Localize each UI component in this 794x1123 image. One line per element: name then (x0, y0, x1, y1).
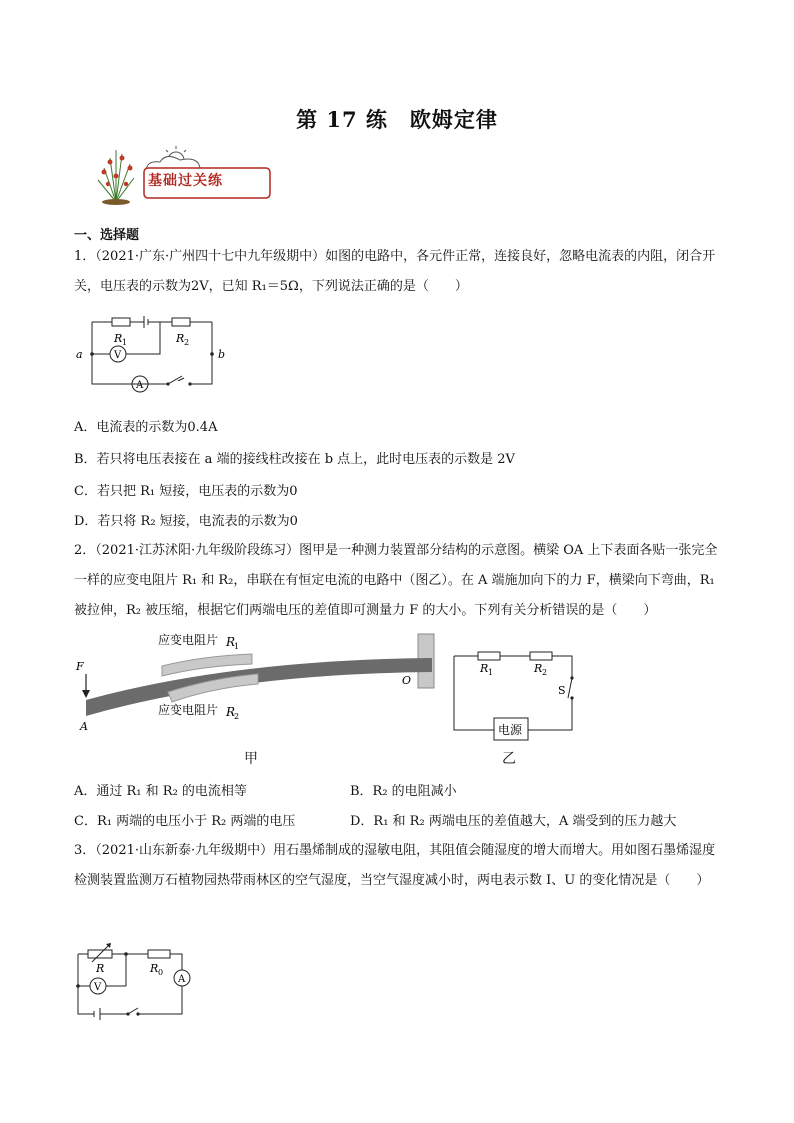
q1-option-b: B．若只将电压表接在 a 端的接线柱改接在 b 点上，此时电压表的示数是 2V (74, 452, 515, 467)
q1-option-a: A．电流表的示数为0.4A (74, 420, 218, 435)
q3-r0-sub: 0 (158, 968, 164, 977)
q2-fig-r1: R (226, 635, 236, 649)
section-badge (86, 140, 276, 206)
q2-fig-r2: R (226, 705, 236, 719)
q2-point-a: A (80, 720, 88, 733)
q2-yi-r2-sub: 2 (542, 668, 548, 677)
question-1-text: 1．（2021·广东·广州四十七中九年级期中）如图的电路中，各元件正常，连接良好，忽略电流表的内阻，闭合开关，电压表的示数为2V，已知 R₁＝5Ω，下列说法正确的是（ ） (74, 249, 716, 294)
q3-ammeter-icon: A (178, 974, 186, 985)
q1-option-c: C．若只把 R₁ 短接，电压表的示数为0 (74, 484, 298, 499)
q2-fig-r1-sub: 1 (234, 642, 240, 651)
question-2-figure-jia (72, 630, 452, 740)
q2-option-b: B．R₂ 的电阻减小 (350, 784, 457, 799)
q1-r1-sub: 1 (122, 338, 128, 347)
q1-r2-label: R (176, 332, 185, 345)
q3-r0-label: R (150, 962, 159, 975)
q2-caption-yi: 乙 (502, 751, 516, 767)
badge-label: 基础过关练 (148, 173, 223, 189)
q2-yi-r1-sub: 1 (488, 668, 494, 677)
q2-option-c: C．R₁ 两端的电压小于 R₂ 两端的电压 (74, 814, 296, 829)
question-2-figure-yi (450, 648, 580, 744)
q2-caption-jia: 甲 (244, 751, 258, 767)
q2-label-gauge-top: 应变电阻片 (158, 633, 219, 647)
q2-force-label: F (76, 660, 84, 673)
question-3-circuit-diagram (72, 940, 212, 1024)
q2-option-a: A．通过 R₁ 和 R₂ 的电流相等 (74, 784, 247, 799)
q2-point-o: O (402, 674, 412, 687)
q1-point-b: b (218, 348, 226, 361)
q2-yi-r1: R (480, 662, 489, 675)
q1-r2-sub: 2 (184, 338, 190, 347)
question-1-circuit-diagram (72, 310, 232, 396)
q1-option-d: D．若只将 R₂ 短接，电流表的示数为0 (74, 514, 298, 529)
section-heading: 一、选择题 (74, 228, 140, 243)
q2-fig-r2-sub: 2 (234, 712, 240, 721)
q3-voltmeter-icon: V (94, 982, 102, 993)
q1-r1-label: R (114, 332, 123, 345)
q2-switch-label: S (558, 684, 566, 697)
q3-r-label: R (96, 962, 105, 975)
q1-voltmeter-icon: V (114, 350, 122, 361)
page-title: 第 17 练 欧姆定律 (296, 107, 498, 132)
q1-ammeter-icon: A (136, 380, 144, 391)
question-2-text: 2．（2021·江苏沭阳·九年级阶段练习）图甲是一种测力装置部分结构的示意图。横梁 OA 上下表面各贴一张完全一样的应变电阻片 R₁ 和 R₂，串联在有恒定电流的电路中（图乙）。在 A 端施加向下的力 F，横梁向下弯曲，R₁ 被拉伸，R₂ 被压缩，根据它们两端电压的差值即可测量力 F 的大小。下列有关分析错误的是（ ） (74, 543, 718, 618)
q2-yi-r2: R (534, 662, 543, 675)
question-3-text: 3．（2021·山东新泰·九年级期中）用石墨烯制成的湿敏电阻，其阻值会随湿度的增大而增大。用如图石墨烯湿度检测装置监测万石植物园热带雨林区的空气湿度，当空气湿度减小时，两电表示数 I、U 的变化情况是（ ） (74, 843, 716, 888)
q2-option-d: D．R₁ 和 R₂ 两端电压的差值越大，A 端受到的压力越大 (350, 814, 677, 829)
q2-power-source: 电源 (498, 723, 523, 737)
q2-label-gauge-bottom: 应变电阻片 (158, 703, 219, 717)
q1-point-a: a (76, 348, 83, 361)
